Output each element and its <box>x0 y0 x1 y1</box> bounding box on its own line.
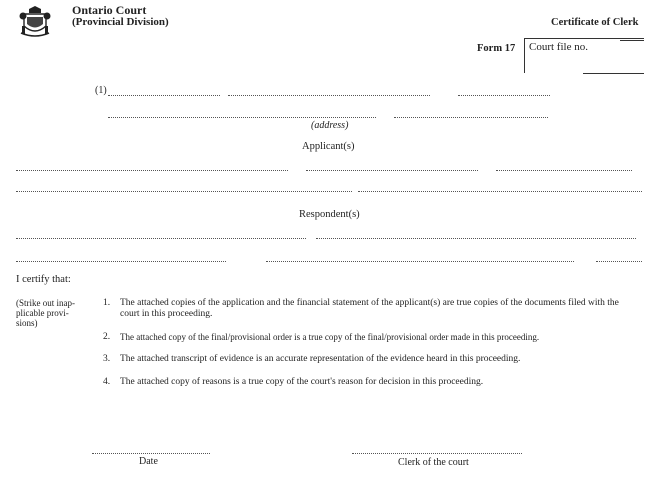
statement-3-number: 3. <box>103 354 111 364</box>
certificate-title: Certificate of Clerk <box>551 17 639 28</box>
certify-intro: I certify that: <box>16 274 71 285</box>
respondent-lawyer-name-field[interactable] <box>16 261 226 262</box>
respondent-name-field[interactable] <box>16 238 306 239</box>
date-label: Date <box>139 456 158 467</box>
applicant-birthdate-field[interactable] <box>458 95 550 96</box>
statement-1-text: The attached copies of the application and the financial statement of the applicant(s) are true copies of the documents filed with the court in this proceeding. <box>120 298 619 319</box>
statement-4-number: 4. <box>103 377 111 387</box>
applicant-last-name-field[interactable] <box>228 95 430 96</box>
applicant-prefix: (1) <box>95 85 107 96</box>
statement-2-text: The attached copy of the final/provisional order is a true copy of the final/provisional order made in this proceeding. <box>120 332 540 342</box>
court-crest-icon <box>18 6 52 38</box>
applicant-lawyer-name-field[interactable] <box>16 170 288 171</box>
statement-3-text: The attached transcript of evidence is an accurate representation of the evidence heard in this proceeding. <box>120 354 521 364</box>
respondent-lawyer-address-field[interactable] <box>266 261 574 262</box>
form-number: Form 17 <box>477 43 516 54</box>
court-file-rule <box>583 73 644 74</box>
applicant-phone-field[interactable] <box>394 117 548 118</box>
court-division: (Provincial Division) <box>72 16 169 28</box>
address-label: (address) <box>311 120 349 131</box>
applicant-lawyer-firm-field[interactable] <box>306 170 478 171</box>
applicant-first-name-field[interactable] <box>108 95 220 96</box>
respondent-address-field[interactable] <box>316 238 636 239</box>
date-field[interactable] <box>92 453 210 454</box>
statement-2-number: 2. <box>103 332 111 342</box>
statement-4-text: The attached copy of reasons is a true copy of the court's reason for decision in this proceeding. <box>120 377 484 387</box>
applicant-lawyer-phone-field[interactable] <box>496 170 632 171</box>
respondent-lawyer-phone-field[interactable] <box>596 261 642 262</box>
clerk-signature-field[interactable] <box>352 453 522 454</box>
court-file-label: Court file no. <box>529 41 588 53</box>
clerk-label: Clerk of the court <box>398 457 469 468</box>
statement-1-number: 1. <box>103 298 111 308</box>
court-name: Ontario Court <box>72 3 147 17</box>
applicant-address-field[interactable] <box>108 117 376 118</box>
respondents-label: Respondent(s) <box>299 209 360 220</box>
applicant-lawyer-address-field[interactable] <box>16 191 352 192</box>
strike-out-note: (Strike out inap-plicable provi-sions) <box>16 298 75 328</box>
applicant-lawyer-extra-field[interactable] <box>358 191 642 192</box>
applicants-label: Applicant(s) <box>302 141 355 152</box>
